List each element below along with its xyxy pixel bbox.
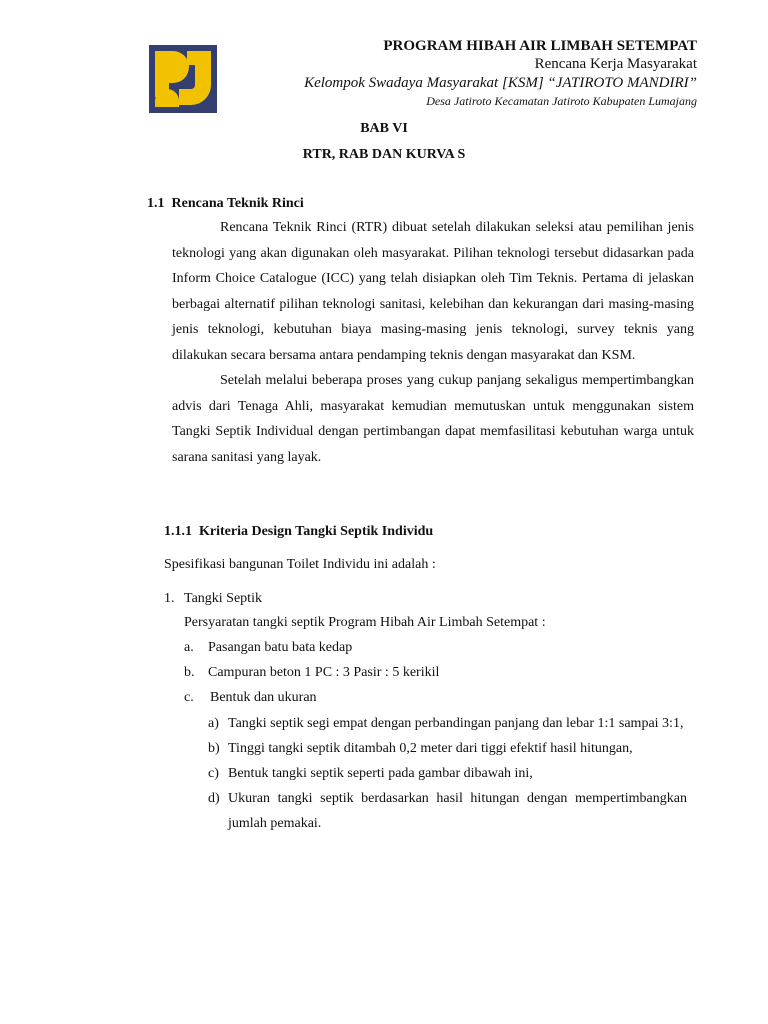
list-item-text: Campuran beton 1 PC : 3 Pasir : 5 kerikil (208, 665, 440, 680)
pu-logo (149, 45, 217, 113)
section-1-1-body (172, 215, 694, 470)
document-header (304, 37, 697, 109)
list-item-text: Bentuk tangki septik seperti pada gambar dibawah ini, (228, 766, 533, 781)
list-item (208, 786, 687, 836)
list-item (184, 660, 694, 685)
section-title: Rencana Teknik Rinci (171, 196, 304, 211)
sub-sub-list (208, 711, 687, 836)
list-marker: a. (184, 640, 194, 655)
group-name: Kelompok Swadaya Masyarakat [KSM] “JATIROTO MANDIRI” (304, 75, 697, 91)
program-title: PROGRAM HIBAH AIR LIMBAH SETEMPAT (383, 38, 697, 54)
document-subtitle: Rencana Kerja Masyarakat (534, 56, 697, 72)
list-item-label: Tangki Septik (184, 591, 262, 606)
list-marker: d) (208, 791, 220, 806)
list-item-text: Bentuk dan ukuran (210, 690, 317, 705)
subsection-heading (164, 519, 433, 544)
list-item-text: Ukuran tangki septik berdasarkan hasil hitungan dengan mempertimbangkan jumlah pemakai. (228, 791, 687, 831)
list-item (208, 761, 687, 786)
list-item (184, 635, 694, 660)
list-item-text: Pasangan batu bata kedap (208, 640, 353, 655)
list-marker: 1. (164, 591, 175, 606)
requirements-desc: Persyaratan tangki septik Program Hibah Air Limbah Setempat : (184, 615, 546, 630)
list-item (184, 685, 694, 710)
list-marker: c. (184, 690, 194, 705)
list-marker: b) (208, 741, 220, 756)
sub-list (184, 635, 694, 710)
spec-intro: Spesifikasi bangunan Toilet Individu ini adalah : (164, 557, 436, 572)
chapter-number: BAB VI (360, 121, 408, 136)
chapter-title: RTR, RAB DAN KURVA S (302, 147, 466, 162)
list-marker: a) (208, 716, 219, 731)
spec-item-1 (164, 586, 694, 611)
list-item-text: Tangki septik segi empat dengan perbandingan panjang dan lebar 1:1 sampai 3:1, (228, 716, 684, 731)
paragraph: Setelah melalui beberapa proses yang cukup panjang sekaligus mempertimbangkan advis dari Tenaga Ahli, masyarakat kemudian memutuskan untuk menggunakan sistem Tangki Septik Individual dengan pertimbangan dapat memfasilitasi kebutuhan warga untuk sarana sanitasi yang layak. (172, 373, 694, 465)
section-1-1-heading (147, 191, 304, 216)
list-item (208, 736, 687, 761)
list-marker: c) (208, 766, 219, 781)
location-line: Desa Jatiroto Kecamatan Jatiroto Kabupaten Lumajang (426, 94, 697, 108)
list-item (208, 711, 687, 736)
paragraph: Rencana Teknik Rinci (RTR) dibuat setelah dilakukan seleksi atau pemilihan jenis teknologi yang akan digunakan oleh masyarakat. Pilihan teknologi tersebut didasarkan pada Inform Choice Catalogue (ICC) yang telah disiapkan oleh Tim Teknis. Pertama di jelaskan berbagai alternatif pilihan teknologi sanitasi, kelebihan dan kekurangan dari masing-masing jenis teknologi, kebutuhan biaya masing-masing jenis teknologi, survey teknis yang dilakukan secara bersama antara pendamping teknis dengan masyarakat dan KSM. (172, 220, 694, 363)
subsection-number: 1.1.1 (164, 524, 192, 539)
section-number: 1.1 (147, 196, 165, 211)
subsection-title: Kriteria Design Tangki Septik Individu (199, 524, 434, 539)
list-item-text: Tinggi tangki septik ditambah 0,2 meter dari tiggi efektif hasil hitungan, (228, 741, 633, 756)
list-marker: b. (184, 665, 195, 680)
